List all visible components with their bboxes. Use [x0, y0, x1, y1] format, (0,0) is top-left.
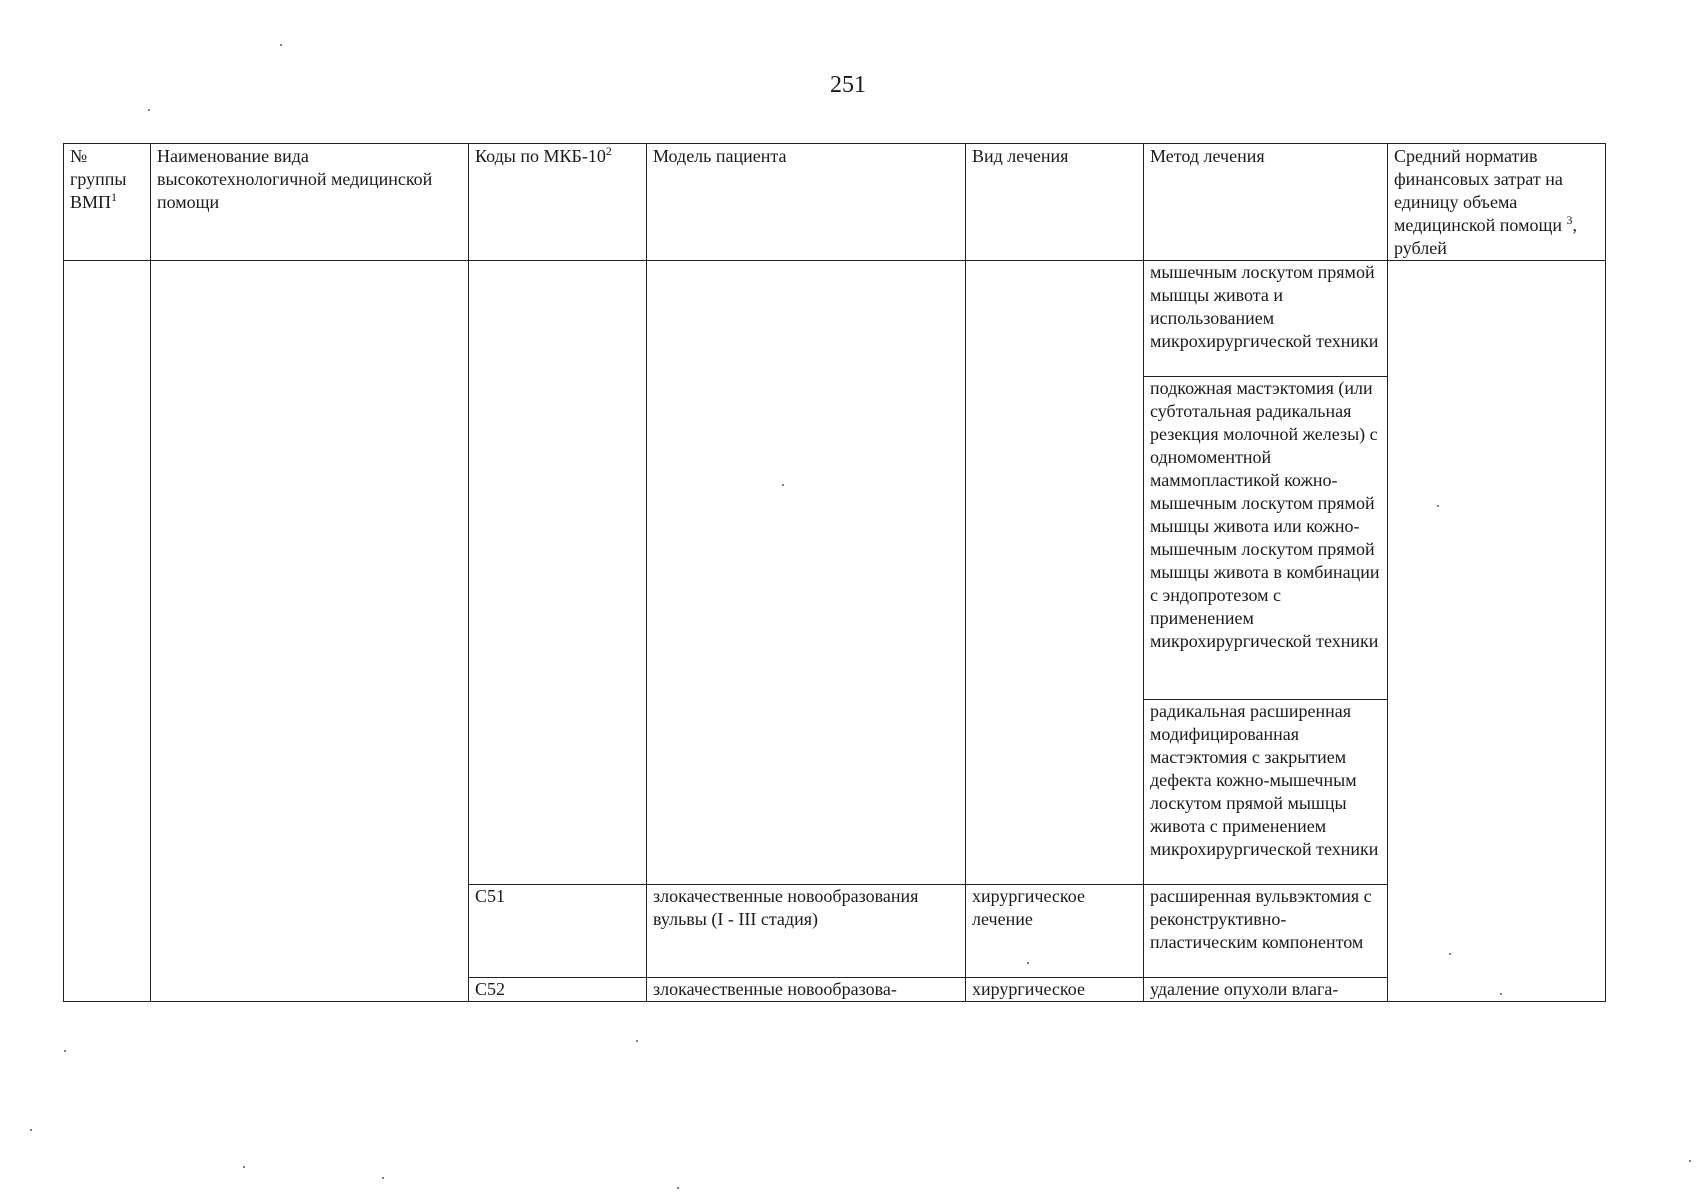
header-patient-model: Модель пациента: [647, 144, 966, 261]
page-number: 251: [830, 72, 866, 98]
icd-code-cell: C52: [469, 978, 647, 1002]
method-cell: мышечным лоскутом прямой мышцы живота и использованием микрохирургической техники: [1144, 261, 1388, 377]
method-cell: удаление опухоли влага-: [1144, 978, 1388, 1002]
scan-speck: [1449, 953, 1451, 955]
header-treatment-method: Метод лечения: [1144, 144, 1388, 261]
patient-model-cell: [647, 261, 966, 885]
header-cost-norm: Средний норматив финансовых затрат на единицу объема медицинской помощи $^3$, рублей: [1388, 144, 1606, 261]
scan-speck: [782, 484, 784, 486]
scan-speck: [243, 1166, 245, 1168]
scan-speck: [636, 1040, 638, 1042]
header-treatment-type: Вид лечения: [966, 144, 1144, 261]
treatment-type-cell: хирургическое: [966, 978, 1144, 1002]
vmp-name-cell: [151, 261, 469, 1002]
footnote-ref: 3: [1566, 213, 1573, 227]
header-vmp-name: Наименование вида высокотехнологичной медицинской помощи: [151, 144, 469, 261]
table-row: [64, 261, 1606, 377]
footnote-ref: 1: [111, 190, 118, 204]
group-number-cell: [64, 261, 151, 1002]
scan-speck: [1500, 993, 1502, 995]
footnote-ref: 2: [605, 144, 612, 158]
table-header-row: [64, 144, 1606, 261]
cost-cell: [1388, 261, 1606, 1002]
scan-speck: [1689, 1160, 1691, 1162]
icd-code-cell: C51: [469, 885, 647, 978]
patient-model-cell: злокачественные новообразования вульвы (I - III стадия): [647, 885, 966, 978]
treatment-type-cell: [966, 261, 1144, 885]
scan-speck: [64, 1050, 66, 1052]
scan-speck: [1027, 962, 1029, 964]
header-group-number: № группы ВМП$^1$: [64, 144, 151, 261]
scan-speck: [1437, 505, 1439, 507]
icd-code-cell: [469, 261, 647, 885]
method-cell: расширенная вульвэктомия с реконструктивно-пластическим компонентом: [1144, 885, 1388, 978]
scan-speck: [280, 44, 282, 46]
patient-model-cell: злокачественные новообразова-: [647, 978, 966, 1002]
treatment-type-cell: хирургическое лечение: [966, 885, 1144, 978]
scan-speck: [30, 1129, 32, 1131]
scan-speck: [382, 1177, 384, 1179]
method-cell: подкожная мастэктомия (или субтотальная радикальная резекция молочной железы) с одномоментной маммопластикой кожно-мышечным лоскутом прямой мышцы живота или кожно-мышечным лоскутом прямой мышцы живота в комбинации с эндопротезом с применением микрохирургической техники: [1144, 377, 1388, 700]
header-icd-codes: Коды по МКБ-$10^2$: [469, 144, 647, 261]
vmp-table: [63, 143, 1606, 1002]
method-cell: радикальная расширенная модифицированная мастэктомия с закрытием дефекта кожно-мышечным лоскутом прямой мышцы живота с применением микрохирургической техники: [1144, 700, 1388, 885]
scan-speck: [148, 109, 150, 111]
scan-speck: [677, 1187, 679, 1189]
